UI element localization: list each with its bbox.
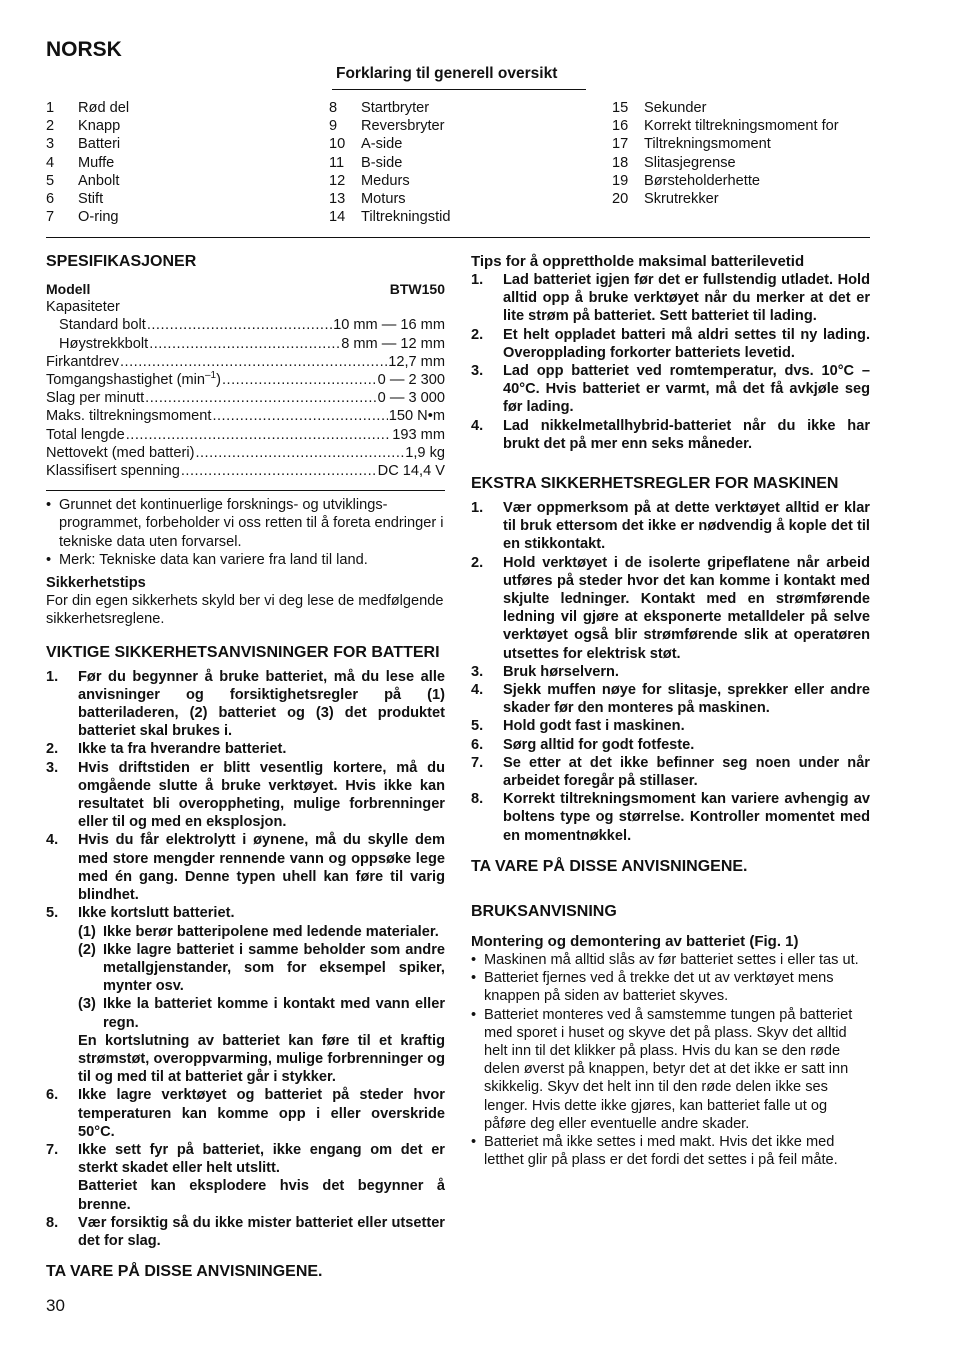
- machine-safety-item: [471, 499, 870, 554]
- legend-item: [46, 190, 129, 208]
- legend-title: Forklaring til generell oversikt: [336, 65, 558, 82]
- spec-leader-dots: [222, 371, 377, 389]
- usage-item: [471, 951, 870, 969]
- spec-label: [46, 426, 125, 444]
- machine-safety-item-number: 7.: [471, 754, 484, 771]
- battery-tip-item: [471, 417, 870, 453]
- spec-row: [46, 462, 445, 480]
- legend-item-label: A-side: [361, 136, 403, 153]
- legend-item-label: B-side: [361, 154, 403, 171]
- machine-safety-item-number: 8.: [471, 791, 484, 808]
- spec-label: [46, 371, 221, 389]
- legend-item-label: Batteri: [78, 136, 121, 153]
- legend-title-rule: [332, 89, 586, 90]
- battery-safety-heading: VIKTIGE SIKKERHETSANVISNINGER FOR BATTERI: [46, 643, 440, 661]
- spec-row: [46, 426, 445, 444]
- legend-item: [612, 117, 839, 135]
- legend-item: [329, 190, 451, 208]
- battery-subitem: [78, 923, 445, 941]
- battery-subitem-text: Ikke berør batteripolene med ledende materialer.: [103, 923, 439, 940]
- battery-safety-item-number: 5.: [46, 905, 59, 922]
- spec-label: [46, 407, 211, 425]
- machine-safety-item-number: 1.: [471, 500, 484, 517]
- spec-label-text: Firkantdrev: [46, 353, 119, 370]
- legend-item-label: Korrekt tiltrekningsmoment for: [644, 118, 839, 135]
- spec-label: [59, 316, 146, 334]
- usage-item: [471, 1133, 870, 1169]
- machine-safety-item: [471, 681, 870, 717]
- spec-row: [46, 371, 445, 389]
- spec-leader-dots: [212, 407, 387, 425]
- spec-label: [46, 444, 194, 462]
- battery-tip-item-text: Et helt oppladet batteri må aldri settes til ny lading. Overopplading forkorter batteriets levetid.: [503, 326, 870, 361]
- legend-item: [329, 208, 451, 226]
- battery-subitem-text: Ikke lagre batteriet i samme beholder som andre metallgjenstander, som for eksempel spiker, mynter osv.: [103, 941, 445, 995]
- machine-safety-item-text: Hold godt fast i maskinen.: [503, 718, 685, 735]
- battery-safety-list-3: [46, 1214, 445, 1250]
- bullet-marker: •: [46, 551, 52, 568]
- battery-tip-item-number: 1.: [471, 272, 484, 288]
- spec-value: 0 — 3 000: [377, 390, 445, 407]
- short-circuit-note: En kortslutning av batteriet kan føre til et kraftig strømstøt, overoppvarming, mulige forbrenninger og til og med til at batteriet går i stykker.: [78, 1032, 445, 1086]
- battery-safety-list-2: [46, 1086, 445, 1177]
- battery-safety-item-number: 3.: [46, 759, 59, 776]
- language-heading: NORSK: [46, 38, 122, 61]
- legend-item-number: 8: [329, 100, 338, 116]
- machine-safety-item-text: Se etter at det ikke befinner seg noen under når arbeidet foregår på stillaser.: [503, 754, 870, 790]
- legend-column-1: [46, 99, 129, 226]
- spec-value: DC 14,4 V: [377, 463, 445, 480]
- legend-item-label: Børsteholderhette: [644, 172, 761, 189]
- save-instructions-right: TA VARE PÅ DISSE ANVISNINGENE.: [471, 857, 748, 875]
- battery-safety-item-number: 6.: [46, 1087, 59, 1104]
- spec-label-text: Klassifisert spenning: [46, 463, 180, 480]
- spec-row: [46, 444, 445, 462]
- explode-note: Batteriet kan eksplodere hvis det begynner å brenne.: [78, 1178, 445, 1213]
- battery-tip-item-number: 3.: [471, 363, 484, 380]
- legend-item: [46, 99, 129, 117]
- legend-item: [329, 172, 451, 190]
- spec-value: 1,9 kg: [405, 444, 445, 461]
- usage-list: [471, 951, 870, 1169]
- spec-label-text: Nettovekt (med batteri): [46, 444, 195, 461]
- legend-item-number: 1: [46, 100, 55, 116]
- battery-subitem: [78, 995, 445, 1031]
- spec-row: [46, 407, 445, 425]
- spec-value: 193 mm: [392, 426, 445, 443]
- spec-leader-dots: [145, 389, 377, 407]
- battery-safety-item: [46, 904, 445, 922]
- battery-subitem-number: (3): [78, 996, 96, 1013]
- machine-safety-item-text: Sjekk muffen nøye for slitasje, sprekker eller andre skader før den monteres på maskinen.: [503, 682, 870, 717]
- usage-heading: BRUKSANVISNING: [471, 902, 617, 920]
- spec-leader-dots: [195, 444, 404, 462]
- spec-label-text: Høystrekkbolt: [59, 335, 149, 352]
- legend-item-number: 15: [612, 100, 629, 116]
- legend-item-label: Rød del: [78, 100, 130, 116]
- model-row: [46, 280, 445, 298]
- battery-tip-item: [471, 326, 870, 362]
- legend-item-label: Muffe: [78, 154, 115, 171]
- legend-item-number: 18: [612, 154, 629, 171]
- legend-item-number: 10: [329, 136, 346, 153]
- battery-safety-item-number: 8.: [46, 1214, 59, 1231]
- battery-subitem-text: Ikke la batteriet komme i kontakt med vann eller regn.: [103, 996, 445, 1031]
- spec-label-text: Total lengde: [46, 426, 125, 443]
- usage-item-text: Batteriet monteres ved å samstemme tungen på batteriet med sporet i huset og skyve det på plass. Skyv det alltid helt inn til det klikker på plass. Hvis du kan se den røde delen øverst på knappen, betyr det at det ikke er satt inn skikkelig. Skyv det helt inn til den røde delen ikke ses lenger. Hvis dette ikke gjøres, kan batteriet falle ut og påføre deg eller eventuelle andre skader.: [484, 1006, 853, 1132]
- legend-item-number: 12: [329, 172, 346, 189]
- spec-row: [46, 316, 445, 334]
- machine-safety-item-number: 2.: [471, 554, 484, 571]
- legend-item-number: 13: [329, 191, 346, 208]
- battery-tips-heading: Tips for å opprettholde maksimal batterilevetid: [471, 253, 805, 270]
- usage-item: [471, 969, 870, 1005]
- battery-tip-item: [471, 271, 870, 326]
- model-label: Modell: [46, 281, 91, 297]
- section-divider: [46, 237, 870, 238]
- bullet-marker: •: [471, 951, 477, 968]
- right-column: [471, 252, 870, 1169]
- spec-notes: [46, 496, 445, 569]
- safety-tips-heading: Sikkerhetstips: [46, 575, 146, 592]
- spec-note: [46, 551, 445, 569]
- battery-tips-list: [471, 271, 870, 453]
- legend-item: [612, 99, 839, 117]
- battery-safety-item-number: 7.: [46, 1141, 59, 1158]
- spec-label-text: Maks. tiltrekningsmoment: [46, 408, 212, 425]
- spec-note: [46, 496, 445, 551]
- legend-item-number: 2: [46, 118, 55, 135]
- legend-item: [46, 208, 129, 226]
- legend-item-label: Anbolt: [78, 172, 120, 189]
- machine-safety-item-text: Bruk hørselvern.: [503, 663, 619, 680]
- battery-subitem: [78, 941, 445, 996]
- legend-item-label: Moturs: [361, 191, 406, 208]
- battery-safety-item: [46, 668, 445, 741]
- legend-item-number: 9: [329, 118, 338, 135]
- legend-item: [329, 99, 451, 117]
- battery-safety-item-text: Ikke lagre verktøyet og batteriet på steder hvor temperaturen kan komme opp i eller overskride 50°C.: [78, 1087, 445, 1140]
- specs-heading: SPESIFIKASJONER: [46, 253, 197, 270]
- legend-item-label: Stift: [78, 191, 104, 208]
- machine-safety-item: [471, 736, 870, 754]
- legend-item-number: 7: [46, 209, 55, 226]
- battery-tip-item-text: Lad batteriet igjen før det er fullstendig utladet. Hold alltid opp å bruke verktøyet når du merker at det er lite strøm på batteriet. Sett batteriet til lading.: [503, 272, 870, 325]
- spec-note-text: Grunnet det kontinuerlige forsknings- og utviklings-programmet, forbeholder vi oss retten til å foreta endringer i tekniske data uten forvarsel.: [59, 497, 444, 550]
- usage-item-text: Batteriet fjernes ved å trekke det ut av verktøyet mens knappen på siden av batteriet skyves.: [484, 970, 834, 1005]
- usage-subheading: Montering og demontering av batteriet (Fig. 1): [471, 932, 799, 950]
- battery-safety-item-text: Hvis du får elektrolytt i øynene, må du skylle dem med store mengder rennende vann og oppsøke lege med én gang. Denne typen uhell kan føre til varig blindhet.: [78, 832, 445, 904]
- legend-item: [329, 154, 451, 172]
- battery-safety-item: [46, 1214, 445, 1250]
- machine-safety-item-number: 3.: [471, 663, 484, 680]
- battery-subitem-number: (1): [78, 923, 96, 940]
- spec-label: [46, 389, 144, 407]
- legend-item-number: 14: [329, 209, 346, 226]
- machine-safety-item-number: 4.: [471, 682, 484, 699]
- battery-safety-item: [46, 740, 445, 758]
- battery-safety-item-text: Ikke ta fra hverandre batteriet.: [78, 741, 287, 758]
- page-number: 30: [46, 1296, 65, 1315]
- machine-safety-heading: EKSTRA SIKKERHETSREGLER FOR MASKINEN: [471, 475, 839, 493]
- spec-leader-dots: [120, 353, 387, 371]
- machine-safety-item: [471, 717, 870, 735]
- battery-tip-item: [471, 362, 870, 417]
- battery-safety-item-number: 4.: [46, 832, 59, 849]
- safety-tips-text: For din egen sikkerhets skyld ber vi deg lese de medfølgende sikkerhetsreglene.: [46, 593, 444, 628]
- machine-safety-item: [471, 754, 870, 790]
- capacity-label: Kapasiteter: [46, 299, 120, 316]
- machine-safety-item-text: Sørg alltid for godt fotfeste.: [503, 736, 695, 753]
- machine-safety-item-text: Korrekt tiltrekningsmoment kan variere avhengig av boltens type og størrelse. Kontroller momentet med en momentnøkkel.: [503, 791, 870, 844]
- spec-leader-dots: [149, 335, 340, 353]
- spec-label: [59, 335, 148, 353]
- machine-safety-item-text: Hold verktøyet i de isolerte gripeflatene når arbeid utføres på steder hvor det kan komme i kontakt med skjulte ledninger. Kontakt med en strømførende ledning vil gjøre at eksponerte metalldeler på selve verktøyet også blir strømførende slik at operatøren utsettes for elektrisk støt.: [503, 554, 870, 662]
- bullet-marker: •: [471, 1133, 477, 1150]
- legend-item: [329, 117, 451, 135]
- legend-item-label: Sekunder: [644, 100, 707, 116]
- legend-column-3: [612, 99, 839, 208]
- legend-item: [329, 135, 451, 153]
- spec-label-text: Standard bolt: [59, 317, 146, 334]
- legend-item-number: 4: [46, 154, 55, 171]
- spec-row: [46, 335, 445, 353]
- spec-leader-dots: [126, 426, 392, 444]
- legend-item-label: O-ring: [78, 209, 119, 226]
- machine-safety-list: [471, 499, 870, 845]
- legend-item: [612, 190, 839, 208]
- legend-item-label: Tiltrekningstid: [361, 209, 451, 226]
- spec-value: 12,7 mm: [388, 353, 445, 370]
- legend-item-number: 19: [612, 172, 629, 189]
- battery-tip-item-number: 2.: [471, 326, 484, 343]
- machine-safety-item-number: 6.: [471, 736, 484, 753]
- legend-item-label: Skrutrekker: [644, 191, 719, 208]
- legend-item-label: Tiltrekningsmoment: [644, 136, 771, 153]
- spec-label-text: Tomgangshastighet (min: [46, 372, 205, 389]
- legend-item-number: 6: [46, 191, 55, 208]
- legend-item-label: Medurs: [361, 172, 410, 189]
- battery-safety-item: [46, 1086, 445, 1141]
- spec-value: 8 mm — 12 mm: [341, 335, 445, 352]
- usage-item-text: Batteriet må ikke settes i med makt. Hvis det ikke med letthet glir på plass er det fordi det settes i på feil måte.: [484, 1133, 838, 1169]
- machine-safety-item: [471, 554, 870, 663]
- usage-item-text: Maskinen må alltid slås av før batteriet settes i eller tas ut.: [484, 951, 859, 968]
- spec-label-sup: –1: [205, 370, 217, 382]
- battery-safety-item: [46, 831, 445, 904]
- legend-item: [46, 135, 129, 153]
- battery-safety-item: [46, 1141, 445, 1177]
- spec-row: [46, 353, 445, 371]
- spec-label-text: Slag per minutt: [46, 390, 145, 407]
- legend-item-label: Startbryter: [361, 100, 430, 116]
- model-value: BTW150: [389, 281, 445, 297]
- spec-value: 150 N•m: [388, 408, 445, 425]
- legend-item: [612, 172, 839, 190]
- usage-item: [471, 1006, 870, 1133]
- machine-safety-item-number: 5.: [471, 718, 484, 735]
- spec-note-text: Merk: Tekniske data kan variere fra land til land.: [59, 551, 368, 568]
- machine-safety-item: [471, 790, 870, 845]
- spec-label: [46, 353, 119, 371]
- legend-item-label: Knapp: [78, 118, 121, 135]
- spec-leader-dots: [181, 462, 377, 480]
- spec-leader-dots: [147, 316, 332, 334]
- battery-safety-item-text: Ikke kortslutt batteriet.: [78, 905, 235, 922]
- spec-label: [46, 462, 180, 480]
- bullet-marker: •: [471, 1006, 477, 1023]
- battery-safety-item-text: Ikke sett fyr på batteriet, ikke engang om det er sterkt skadet eller helt utslitt.: [78, 1141, 445, 1177]
- bullet-marker: •: [471, 970, 477, 987]
- legend-column-2: [329, 99, 451, 226]
- legend-item-label: Reversbryter: [361, 118, 445, 135]
- legend-item: [612, 135, 839, 153]
- legend-item-number: 20: [612, 191, 629, 208]
- battery-subitem-number: (2): [78, 941, 96, 958]
- legend-item: [46, 154, 129, 172]
- legend-item: [612, 154, 839, 172]
- legend-item-number: 17: [612, 136, 629, 153]
- legend-item: [46, 117, 129, 135]
- battery-safety-item-text: Hvis driftstiden er blitt vesentlig kortere, må du omgående slutte å bruke verktøyet. Hvis ikke kan resultatet bli overoppheting, mulige forbrenninger eller til og med en eksplosjon.: [78, 759, 445, 831]
- battery-safety-item-number: 1.: [46, 668, 59, 685]
- bullet-marker: •: [46, 497, 52, 514]
- battery-tip-item-text: Lad nikkelmetallhybrid-batteriet når du ikke har brukt det på mer enn seks måneder.: [503, 417, 870, 452]
- battery-safety-item-text: Før du begynner å bruke batteriet, må du lese alle anvisninger og forsiktighetsregler på (1) batteriladeren, (2) batteriet og (3) det produktet batteriet skal brukes i.: [78, 668, 445, 740]
- spec-label-end: ): [216, 372, 221, 389]
- battery-safety-list: [46, 668, 445, 923]
- legend-item-number: 5: [46, 172, 55, 189]
- machine-safety-item-text: Vær oppmerksom på at dette verktøyet alltid er klar til bruk ettersom det ikke er nødvendig å kople det til en stikkontakt.: [503, 500, 870, 553]
- battery-tip-item-text: Lad opp batteriet ved romtemperatur, dvs. 10°C – 40°C. Hvis batteriet er varmt, må det få avkjøle seg før lading.: [503, 363, 870, 416]
- battery-tip-item-number: 4.: [471, 417, 484, 434]
- save-instructions-left: TA VARE PÅ DISSE ANVISNINGENE.: [46, 1263, 323, 1281]
- battery-safety-item: [46, 759, 445, 832]
- legend-item: [46, 172, 129, 190]
- battery-subitems: [46, 923, 445, 1087]
- legend-item-label: Slitasjegrense: [644, 154, 736, 171]
- battery-safety-item-number: 2.: [46, 741, 59, 758]
- spec-table: [46, 316, 445, 480]
- spec-row: [46, 389, 445, 407]
- legend-item-number: 16: [612, 118, 629, 135]
- machine-safety-item: [471, 663, 870, 681]
- battery-safety-item-text: Vær forsiktig så du ikke mister batteriet eller utsetter det for slag.: [78, 1214, 445, 1249]
- legend-item-number: 11: [329, 154, 345, 171]
- left-column: [46, 252, 445, 1282]
- spec-value: 10 mm — 16 mm: [333, 317, 445, 334]
- legend-item-number: 3: [46, 136, 55, 153]
- specs-divider: [46, 490, 445, 491]
- spec-value: 0 — 2 300: [377, 372, 445, 389]
